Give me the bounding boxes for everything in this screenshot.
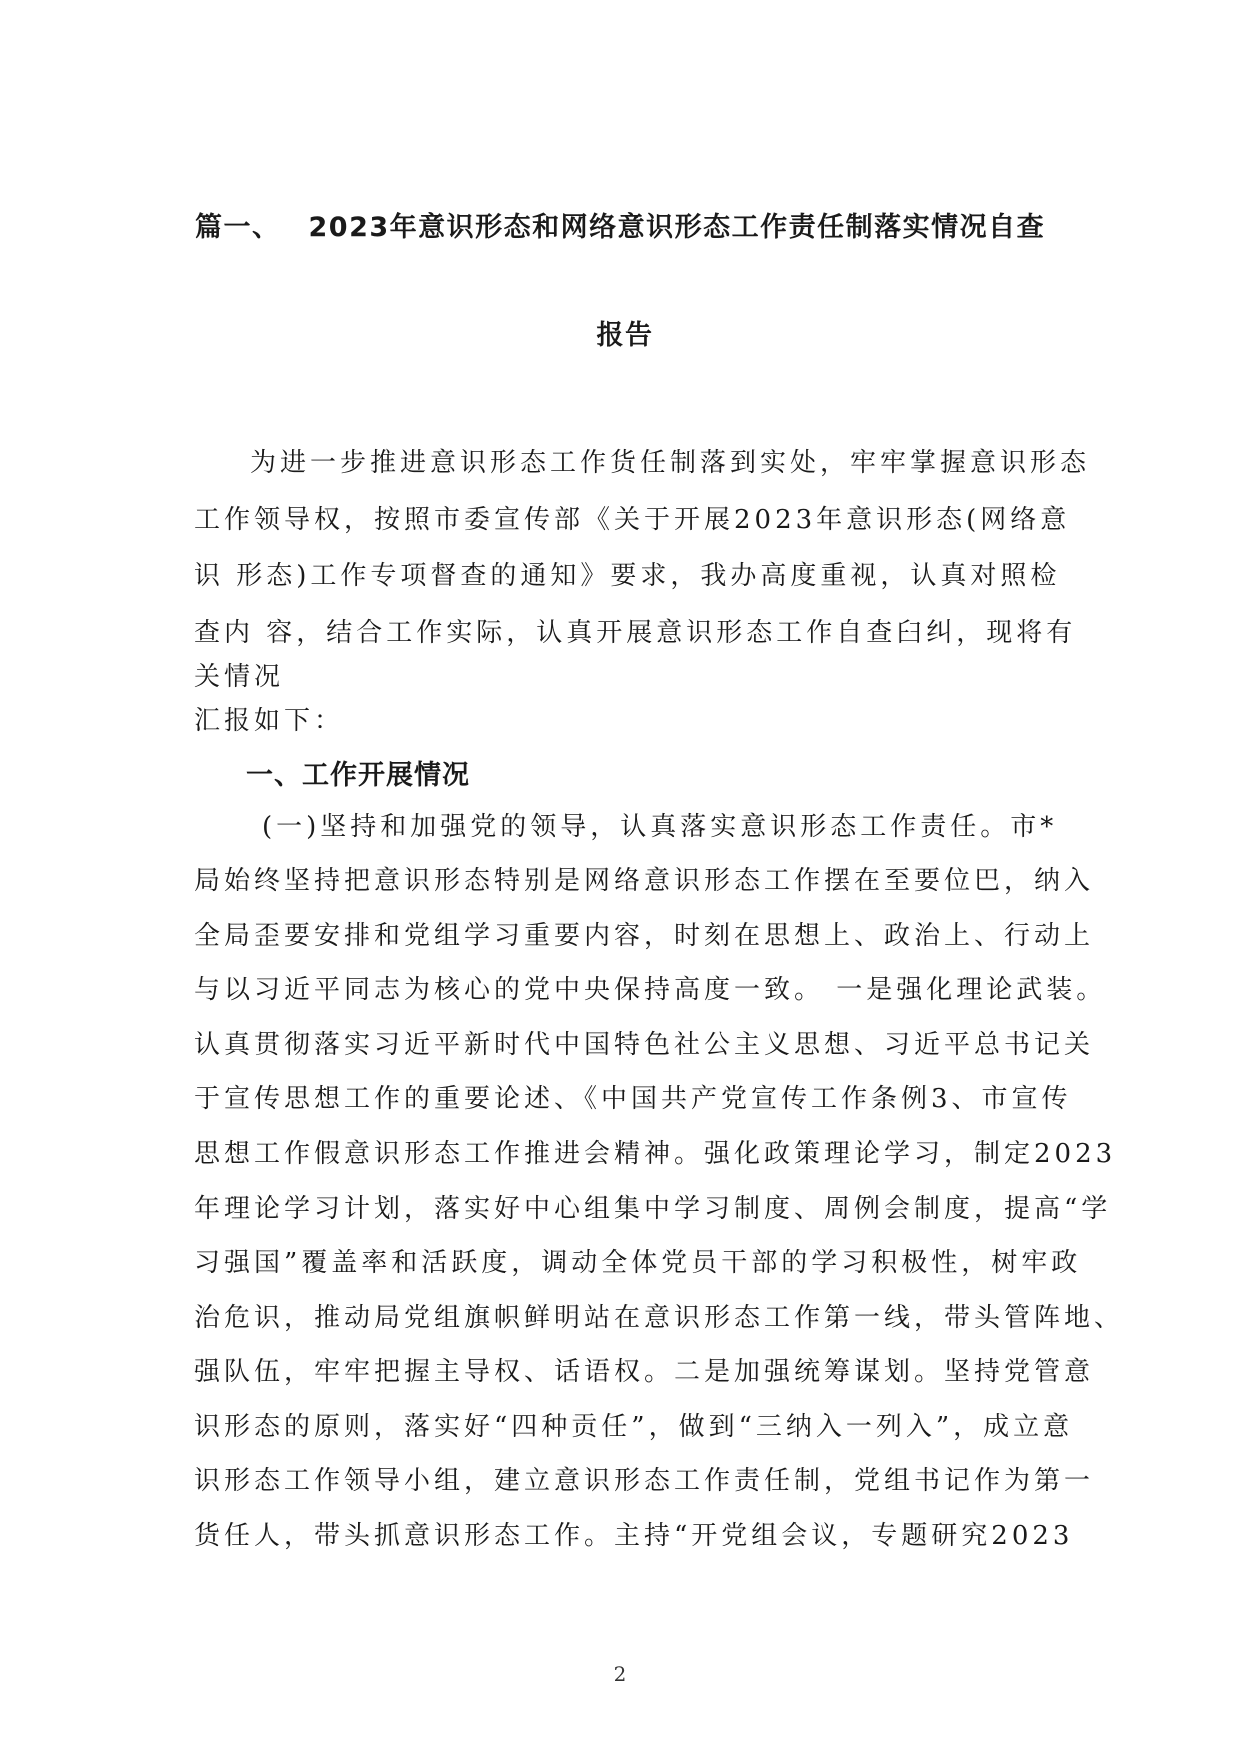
title-label: 篇一、 <box>195 212 281 243</box>
text-line: 识 形态)工作专项督查的通知》要求，我办高度重视，认真对照检 <box>194 561 1061 591</box>
text-line: 思想工作假意识形态工作推进会精神。强化政策理论学习，制定2023 <box>194 1139 1117 1169</box>
text-line: 货任人，带头抓意识形态工作。主持“开党组会议，专题研究2023 <box>194 1521 1074 1551</box>
text-line: 认真贯彻落实习近平新时代中国特色社公主义思想、习近平总书记关 <box>194 1030 1095 1060</box>
text-line: 查内 容，结合工作实际，认真开展意识形态工作自查臼纠，现将有 <box>194 618 1077 648</box>
text-line: 为进一步推进意识形态工作货任制落到实处，牢牢掌握意识形态 <box>250 448 1091 478</box>
text-line: 与以习近平同志为核心的党中央保持高度一致。 一是强化理论武装。 <box>194 975 1107 1005</box>
text-line: 工作领导权，按照市委宣传部《关于开展2023年意识形态(网络意 <box>194 505 1071 535</box>
text-line: 识形态的原则，落实好“四种贡任”，做到“三纳入一列入”，成立意 <box>194 1412 1074 1442</box>
title-text: 2023年意识形态和网络意识形态工作责任制落实情况自查 <box>308 212 1046 243</box>
text-line: 识形态工作领导小组，建立意识形态工作责任制，党组书记作为第一 <box>194 1466 1095 1496</box>
text-line: 强队伍，牢牢把握主导权、话语权。二是加强统筹谋划。坚持党管意 <box>194 1357 1095 1387</box>
document-title-line-1 <box>195 205 1055 244</box>
text-line: 汇报如下： <box>194 706 345 736</box>
document-title-line-2: 报告 <box>596 320 654 351</box>
page-number: 2 <box>613 1662 627 1686</box>
section-heading: 一、工作开展情况 <box>246 760 470 791</box>
text-line: 关情况 <box>194 662 285 692</box>
text-line: (一)坚持和加强党的领导，认真落实意识形态工作责任。市* <box>262 812 1058 842</box>
text-line: 于宣传思想工作的重要论述、《中国共产党宣传工作条例3、市宣传 <box>194 1084 1072 1114</box>
text-line: 年理论学习计划，落实好中心组集中学习制度、周例会制度，提高“学 <box>194 1194 1112 1224</box>
text-line: 全局歪要安排和党组学习重要内容，时刻在思想上、政治上、行动上 <box>194 921 1095 951</box>
text-line: 局始终坚持把意识形态特别是网络意识形态工作摆在至要位巴，纳入 <box>194 866 1095 896</box>
text-line: 治危识，推动局党组旗帜鲜明站在意识形态工作第一线，带头管阵地、 <box>194 1303 1125 1333</box>
text-line: 习强国”覆盖率和活跃度，调动全体党员干部的学习积极性，树牢政 <box>194 1248 1082 1278</box>
